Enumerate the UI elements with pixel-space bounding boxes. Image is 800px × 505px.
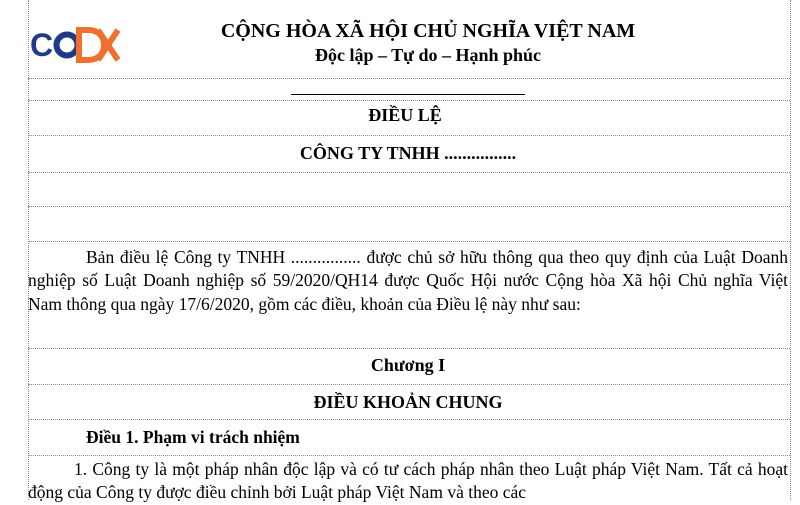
intro-paragraph: [28, 246, 788, 316]
paragraph-boundary: [28, 100, 790, 101]
separator-line: [291, 94, 525, 95]
paragraph-boundary: [28, 455, 790, 456]
intro-text: Bản điều lệ Công ty TNHH ................ được chủ sở hữu thông qua theo quy định của Luật Doanh nghiệp số Luật Doanh nghiệp số 59/2020/QH14 được Quốc Hội nước Cộng hòa Xã hội Chủ nghĩa Việt Nam thông qua ngày 17/6/2020, gồm các điều, khoản của Điều lệ này như sau:: [28, 247, 788, 314]
paragraph-boundary: [28, 241, 790, 242]
chapter-heading: Chương I: [370, 355, 446, 375]
paragraph-boundary: [28, 172, 790, 173]
national-motto: Độc lập – Tự do – Hạnh phúc: [314, 45, 542, 65]
paragraph-boundary: [28, 419, 790, 420]
article-text: 1. Công ty là một pháp nhân độc lập và có tư cách pháp nhân theo Luật pháp Việt Nam. Tất cả hoạt động của Công ty được điều chỉnh bởi Luật pháp Việt Nam và theo các: [28, 459, 788, 503]
country-name-heading: CỘNG HÒA XÃ HỘI CHỦ NGHĨA VIỆT NAM: [220, 20, 636, 42]
svg-text:C: C: [30, 27, 53, 63]
company-name-line: CÔNG TY TNHH ................: [299, 143, 517, 163]
right-margin-guide: [790, 0, 791, 500]
article-heading: Điều 1. Phạm vi trách nhiệm: [86, 427, 300, 447]
paragraph-boundary: [28, 348, 790, 349]
chapter-title: ĐIỀU KHOẢN CHUNG: [313, 392, 503, 412]
paragraph-boundary: [28, 135, 790, 136]
article-paragraph: [28, 458, 788, 505]
paragraph-boundary: [28, 384, 790, 385]
paragraph-boundary: [28, 206, 790, 207]
document-title: ĐIỀU LỆ: [368, 105, 442, 125]
paragraph-boundary: [28, 78, 790, 79]
